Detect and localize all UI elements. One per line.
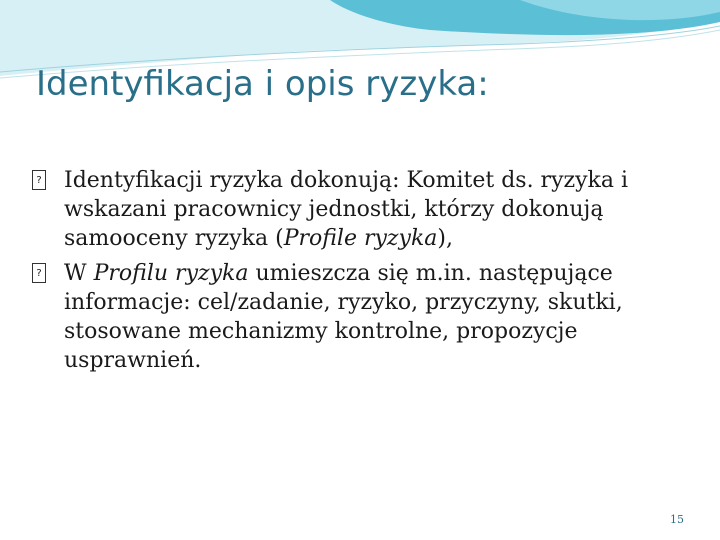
slide-title: Identyfikacja i opis ryzyka: (36, 64, 489, 104)
bullet-item (32, 259, 692, 375)
bullet-text: W (64, 261, 94, 286)
bullet-text: ), (437, 226, 453, 251)
bullet-text: umieszcza się m.in. następujące informacje: cel/zadanie, ryzyko, przyczyny, skutki, stosowane mechanizmy kontrolne, propozycje usprawnień. (64, 261, 623, 373)
bullet-item (32, 166, 692, 253)
bullet-text: Identyfikacji ryzyka dokonują: Komitet ds. ryzyka i wskazani pracownicy jednostki, którzy dokonują samooceny ryzyka ( (64, 168, 628, 251)
bullet-list (32, 166, 692, 375)
bullet-marker-icon: ? (32, 263, 46, 283)
bullet-italic-text: Profilu ryzyka (93, 261, 249, 286)
bullet-italic-text: Profile ryzyka (283, 226, 438, 251)
bullet-marker-icon: ? (32, 170, 46, 190)
slide-number: 15 (670, 513, 684, 526)
